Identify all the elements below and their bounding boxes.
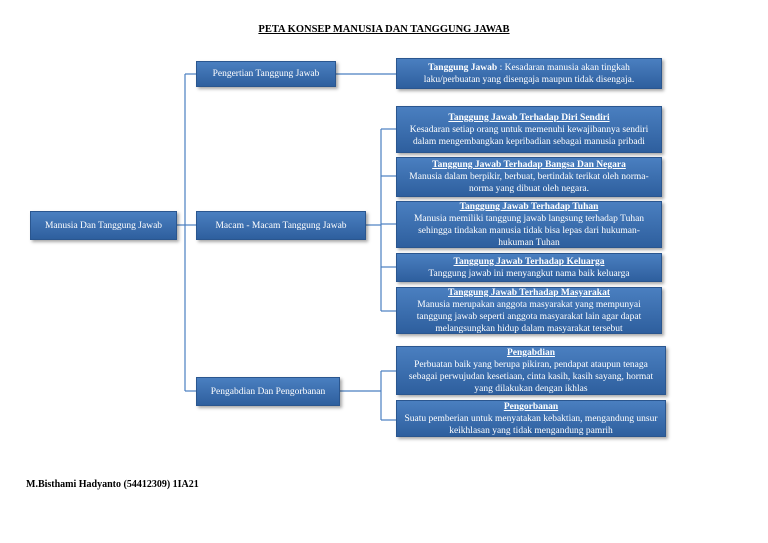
author-credit: M.Bisthami Hadyanto (54412309) 1IA21 [26,479,199,490]
macam-item-text: Manusia dalam berpikir, berbuat, bertindak terikat oleh norma-norma yang dibuat oleh negara. [409,172,649,194]
definition-node [396,58,662,89]
pengabdian-item-text: Perbuatan baik yang berupa pikiran, pendapat ataupun tenaga sebagai perwujudan kesetiaan, cinta kasih, kasih sayang, hormat yang dilakukan dengan ikhlas [408,359,654,394]
macam-item-bangsa-negara [396,157,662,197]
macam-item-head: Tanggung Jawab Terhadap Tuhan [459,201,599,212]
pengorbanan-item-head: Pengorbanan [503,401,559,412]
macam-item-diri-sendiri [396,106,662,153]
macam-item-head: Tanggung Jawab Terhadap Keluarga [453,256,605,267]
macam-item-head: Tanggung Jawab Terhadap Masyarakat [448,287,610,298]
page-title: PETA KONSEP MANUSIA DAN TANGGUNG JAWAB [258,24,510,35]
macam-item-head: Tanggung Jawab Terhadap Diri Sendiri [448,112,610,123]
macam-item-text: Manusia memiliki tanggung jawab langsung terhadap Tuhan sehingga tindakan manusia tidak bisa lepas dari hukuman-hukuman Tuhan [413,213,645,248]
root-node [30,211,177,240]
branch-macam-label: Macam - Macam Tanggung Jawab [215,220,347,231]
macam-item-head: Tanggung Jawab Terhadap Bangsa Dan Negara [432,160,626,170]
pengabdian-item [396,346,666,395]
branch-pengabdian-label: Pengabdian Dan Pengorbanan [210,386,326,397]
macam-item-text: Tanggung jawab ini menyangkut nama baik keluarga [428,268,630,279]
macam-item-masyarakat [396,287,662,334]
branch-pengertian-label: Pengertian Tanggung Jawab [212,69,320,79]
branch-macam [196,211,366,240]
macam-item-tuhan [396,201,662,248]
definition-head: Tanggung Jawab [428,62,498,73]
branch-pengabdian [196,377,340,406]
macam-item-text: Manusia merupakan anggota masyarakat yang mempunyai tanggung jawab seperti anggota masyarakat lain agar dapat melangsungkan hidup dalam masyarakat tersebut [416,299,642,334]
pengabdian-item-head: Pengabdian [506,347,556,358]
root-label: Manusia Dan Tanggung Jawab [44,220,163,231]
pengorbanan-item [396,400,666,437]
macam-item-text: Kesadaran setiap orang untuk memenuhi kewajibannya sendiri dalam mengembangkan kepribadian sebagai manusia pribadi [409,124,649,147]
pengorbanan-item-text: Suatu pemberian untuk menyatakan kebaktian, mengandung unsur keikhlasan yang tidak mengandung pamrih [404,413,658,436]
definition-text: : Kesadaran manusia akan tingkah laku/perbuatan yang disengaja maupun tidak disengaja. [423,62,635,85]
branch-pengertian [196,61,336,87]
macam-item-keluarga [396,253,662,282]
